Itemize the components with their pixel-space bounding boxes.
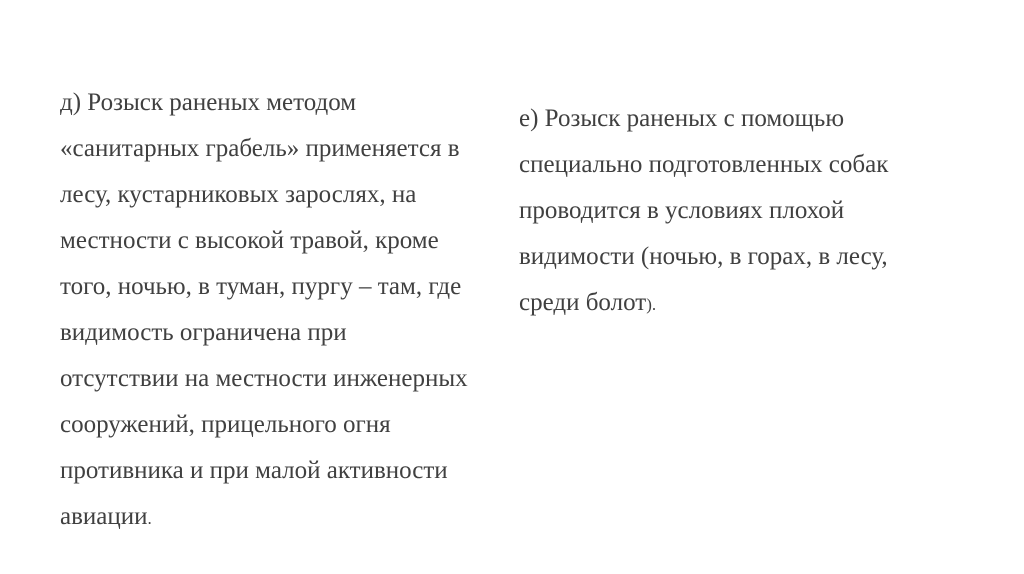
paragraph-line: местности с высокой травой, кроме	[60, 227, 439, 254]
paragraph-line: специально подготовленных собак	[519, 151, 889, 178]
paragraph-line: е) Розыск раненых с помощью	[519, 105, 845, 132]
paragraph-line: отсутствии на местности инженерных	[60, 365, 468, 392]
paragraph-line: «санитарных грабель» применяется в	[60, 135, 460, 162]
paragraph-line: того, ночью, в туман, пургу – там, где	[60, 273, 462, 300]
paragraph-line: противника и при малой активности	[60, 457, 448, 484]
paragraph-line: видимость ограничена при	[60, 319, 347, 346]
paragraph-line: сооружений, прицельного огня	[60, 411, 391, 438]
paragraph-line-last	[519, 280, 959, 328]
paragraph-rake-search	[60, 80, 500, 542]
paragraph-line: д) Розыск раненых методом	[60, 89, 357, 116]
paragraph-text: авиации	[60, 503, 148, 530]
paragraph-line: видимости (ночью, в горах, в лесу,	[519, 243, 888, 270]
paragraph-text: среди болот	[519, 289, 647, 316]
paragraph-line: лесу, кустарниковых зарослях, на	[60, 181, 417, 208]
paragraph-line-last	[60, 494, 500, 542]
paragraph-line: проводится в условиях плохой	[519, 197, 845, 224]
paragraph-dog-search	[519, 96, 959, 328]
paragraph-end-mark: ).	[646, 295, 657, 314]
paragraph-end-mark: .	[147, 509, 152, 528]
